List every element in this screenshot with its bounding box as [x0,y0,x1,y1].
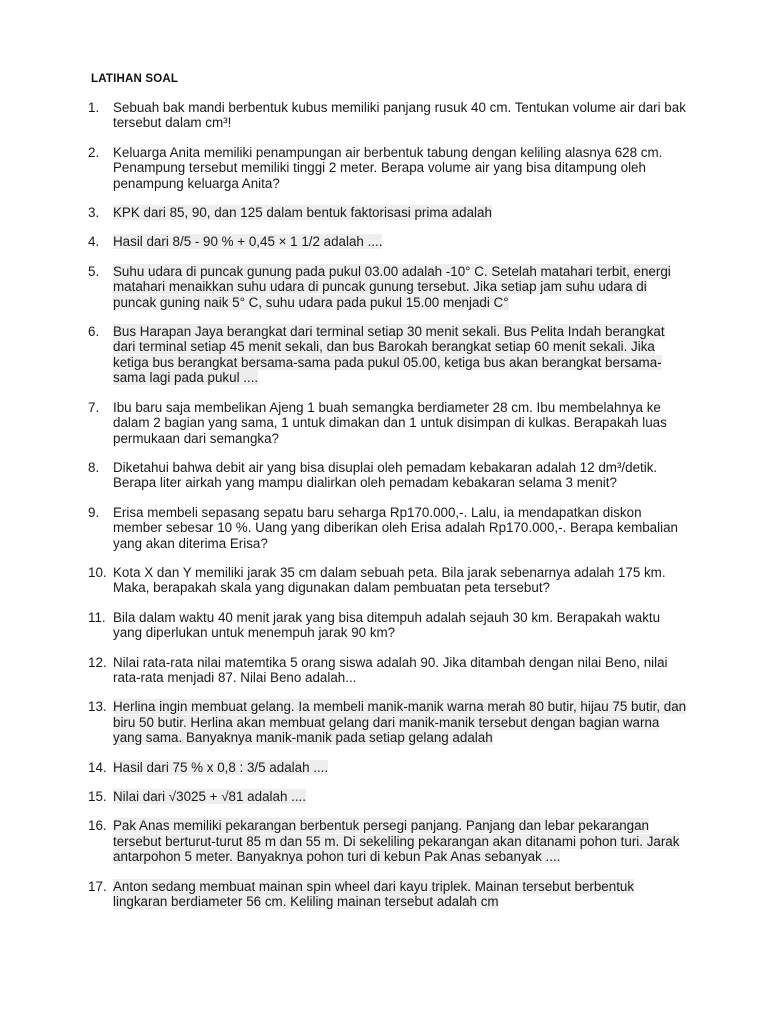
question-item [88,400,688,446]
question-item [88,100,688,131]
question-number: 5. [88,263,100,279]
question-text [113,400,688,446]
question-text-content: Diketahui bahwa debit air yang bisa disuplai oleh pemadam kebakaran adalah 12 dm³/detik. Berapa liter airkah yang mampu dialirkan oleh pemadam kebakaran selama 3 menit? [113,459,658,491]
question-text [113,460,688,491]
question-number: 3. [88,205,100,221]
question-number: 9. [88,504,100,520]
question-text [113,145,688,191]
question-number: 8. [88,459,100,475]
question-text [113,760,688,775]
question-item [88,760,688,775]
question-text-content: Bila dalam waktu 40 menit jarak yang bisa ditempuh adalah sejauh 30 km. Berapakah waktu yang diperlukan untuk menempuh jarak 90 km? [113,609,661,641]
question-number: 13. [88,699,107,715]
question-number: 2. [88,144,100,160]
question-text-content: Kota X dan Y memiliki jarak 35 cm dalam sebuah peta. Bila jarak sebenarnya adalah 175 km. Maka, berapakah skala yang digunakan dalam pembuatan peta tersebut? [113,564,666,596]
question-number: 15. [88,789,107,804]
question-text-content: Suhu udara di puncak gunung pada pukul 03.00 adalah -10° C. Setelah matahari terbit, energi matahari menaikkan suhu udara di puncak gunung tersebut. Jika setiap jam suhu udara di puncak guning naik 5° C, suhu udara pada pukul 15.00 menjadi C° [113,263,671,310]
question-text [113,505,688,551]
question-number: 14. [88,759,107,775]
question-text-content: Hasil dari 8/5 - 90 % + 0,45 × 1 1/2 adalah .... [113,234,383,250]
question-text [113,789,688,804]
question-item [88,699,688,745]
question-item [88,789,688,804]
question-item [88,145,688,191]
question-item [88,818,688,864]
question-text-content: Herlina ingin membuat gelang. Ia membeli manik-manik warna merah 80 butir, hijau 75 butir, dan biru 50 butir. Herlina akan membuat gelang dari manik-manik tersebut dengan bagian warna yang sama. Banyaknya manik-manik pada setiap gelang adalah [113,699,687,746]
question-text [113,818,688,864]
question-item [88,264,688,310]
question-item [88,610,688,641]
question-list [88,100,688,923]
question-number: 12. [88,654,107,670]
question-number: 16. [88,818,107,834]
question-text [113,264,688,310]
question-number: 4. [88,234,100,250]
question-text-content: Nilai rata-rata nilai matemtika 5 orang siswa adalah 90. Jika ditambah dengan nilai Beno, nilai rata-rata menjadi 87. Nilai Beno adalah... [113,654,668,685]
question-number: 10. [88,564,107,580]
question-number: 6. [88,324,100,340]
question-item [88,565,688,596]
question-text-content: Nilai dari √3025 + √81 adalah .... [113,789,306,804]
question-item [88,234,688,249]
question-number: 11. [88,609,106,625]
question-item [88,324,688,386]
question-text-content: Pak Anas memiliki pekarangan berbentuk persegi panjang. Panjang dan lebar pekarangan tersebut berturut-turut 85 m dan 55 m. Di sekeliling pekarangan akan ditanami pohon turi. Jarak antarpohon 5 meter. Banyaknya pohon turi di kebun Pak Anas sebanyak .... [113,818,680,865]
question-text [113,565,688,596]
question-number: 7. [88,399,100,415]
question-text [113,879,688,910]
question-text [113,610,688,641]
question-text [113,324,688,386]
question-text-content: Ibu baru saja membelikan Ajeng 1 buah semangka berdiameter 28 cm. Ibu membelahnya ke dalam 2 bagian yang sama, 1 untuk dimakan dan 1 untuk disimpan di kulkas. Berapakah luas permukaan dari semangka? [113,399,667,446]
question-text [113,655,688,686]
question-text-content: Sebuah bak mandi berbentuk kubus memiliki panjang rusuk 40 cm. Tentukan volume air dari bak tersebut dalam cm³! [113,100,686,131]
question-text-content: KPK dari 85, 90, dan 125 dalam bentuk faktorisasi prima adalah [113,205,492,221]
question-item [88,879,688,910]
question-text-content: Anton sedang membuat mainan spin wheel dari kayu triplek. Mainan tersebut berbentuk lingkaran berdiameter 56 cm. Keliling mainan tersebut adalah cm [113,878,635,910]
question-text [113,205,688,220]
question-text [113,100,688,131]
question-item [88,205,688,220]
question-text-content: Erisa membeli sepasang sepatu baru seharga Rp170.000,-. Lalu, ia mendapatkan diskon member sebesar 10 %. Uang yang diberikan oleh Erisa adalah Rp170.000,-. Berapa kembalian yang akan diterima Erisa? [113,504,678,551]
question-text-content: Keluarga Anita memiliki penampungan air berbentuk tabung dengan keliling alasnya 628 cm. Penampung tersebut memiliki tinggi 2 meter. Berapa volume air yang bisa ditampung oleh penampung keluarga Anita? [113,144,663,191]
question-number: 1. [88,100,100,115]
question-text-content: Hasil dari 75 % x 0,8 : 3/5 adalah .... [113,759,329,775]
question-number: 17. [88,878,107,894]
question-text [113,699,688,745]
question-text [113,234,688,249]
question-text-content: Bus Harapan Jaya berangkat dari terminal setiap 30 menit sekali. Bus Pelita Indah berangkat dari terminal setiap 45 menit sekali, dan bus Barokah berangkat setiap 60 menit sekali. Jika ketiga bus berangkat bersama-sama pada pukul 05.00, ketiga bus akan berangkat bersama- sama lagi pada pukul .... [113,324,665,386]
question-item [88,655,688,686]
question-item [88,505,688,551]
page-title: LATIHAN SOAL [91,73,179,85]
question-item [88,460,688,491]
